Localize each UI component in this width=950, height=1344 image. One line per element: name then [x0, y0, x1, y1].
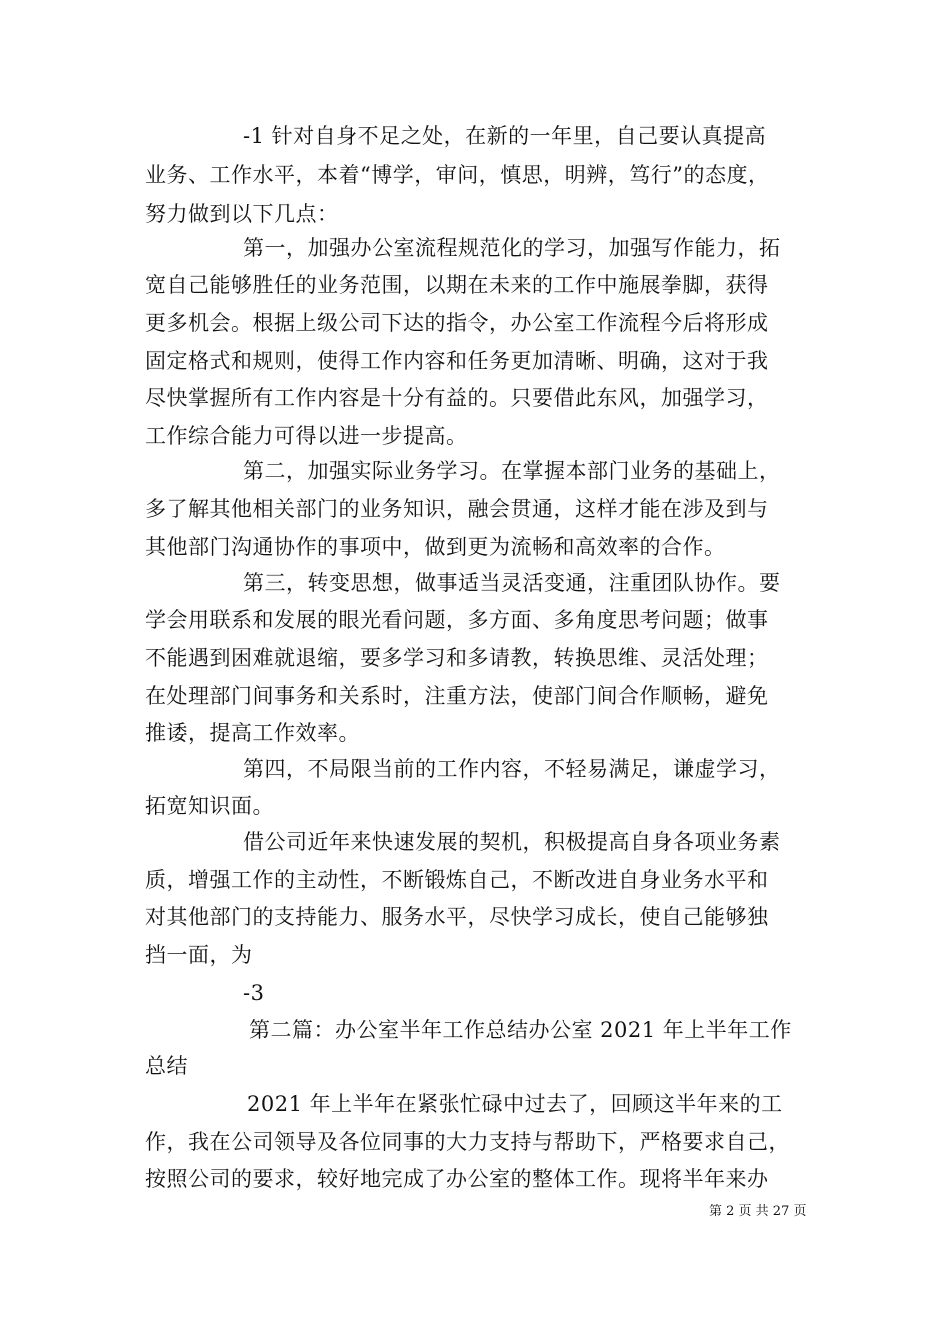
- text-line: 在处理部门间事务和关系时，注重方法，使部门间合作顺畅，避免: [145, 684, 769, 708]
- text-line: 第二，加强实际业务学习。在掌握本部门业务的基础上，: [243, 459, 781, 483]
- text-line: -1 针对自身不足之处，在新的一年里，自己要认真提高: [243, 124, 767, 148]
- text-line: 推诿，提高工作效率。: [145, 721, 360, 745]
- text-line: 尽快掌握所有工作内容是十分有益的。只要借此东风，加强学习，: [145, 386, 769, 410]
- text-line: 努力做到以下几点：: [145, 202, 339, 226]
- text-line: 工作综合能力可得以进一步提高。: [145, 424, 468, 448]
- text-line: 质，增强工作的主动性，不断锻炼自己，不断改进自身业务水平和: [145, 868, 769, 892]
- text-line: 多了解其他相关部门的业务知识，融会贯通，这样才能在涉及到与: [145, 497, 769, 521]
- text-line: 宽自己能够胜任的业务范围，以期在未来的工作中施展拳脚，获得: [145, 273, 769, 297]
- text-line: 学会用联系和发展的眼光看问题，多方面、多角度思考问题；做事: [145, 608, 769, 632]
- text-line: 不能遇到困难就退缩，要多学习和多请教，转换思维、灵活处理；: [145, 646, 769, 670]
- text-line: 更多机会。根据上级公司下达的指令，办公室工作流程今后将形成: [145, 311, 769, 335]
- text-line: 固定格式和规则，使得工作内容和任务更加清晰、明确，这对于我: [145, 349, 769, 373]
- text-line: 对其他部门的支持能力、服务水平，尽快学习成长，使自己能够独: [145, 905, 769, 929]
- text-line: 作，我在公司领导及各位同事的大力支持与帮助下，严格要求自己，: [145, 1130, 790, 1154]
- section-heading: 第二篇：办公室半年工作总结办公室 2021 年上半年工作: [249, 1018, 792, 1042]
- text-line: 挡一面，为: [145, 943, 253, 967]
- text-line: 借公司近年来快速发展的契机，积极提高自身各项业务素: [243, 830, 781, 854]
- text-line: 2021 年上半年在紧张忙碌中过去了，回顾这半年来的工: [247, 1092, 783, 1116]
- page-number: 第 2 页 共 27 页: [709, 1204, 807, 1219]
- text-line: 业务、工作水平，本着“博学，审问，慎思，明辨，笃行”的态度，: [145, 163, 770, 187]
- text-line: 其他部门沟通协作的事项中，做到更为流畅和高效率的合作。: [145, 535, 726, 559]
- text-line: 第四，不局限当前的工作内容，不轻易满足，谦虚学习，: [243, 757, 781, 781]
- section-heading: 总结: [145, 1054, 188, 1078]
- text-line: 第一，加强办公室流程规范化的学习，加强写作能力，拓: [243, 236, 781, 260]
- text-line: 第三，转变思想，做事适当灵活变通，注重团队协作。要: [243, 571, 781, 595]
- text-line: -3: [243, 981, 265, 1005]
- text-line: 拓宽知识面。: [145, 794, 274, 818]
- text-line: 按照公司的要求，较好地完成了办公室的整体工作。现将半年来办: [145, 1167, 769, 1191]
